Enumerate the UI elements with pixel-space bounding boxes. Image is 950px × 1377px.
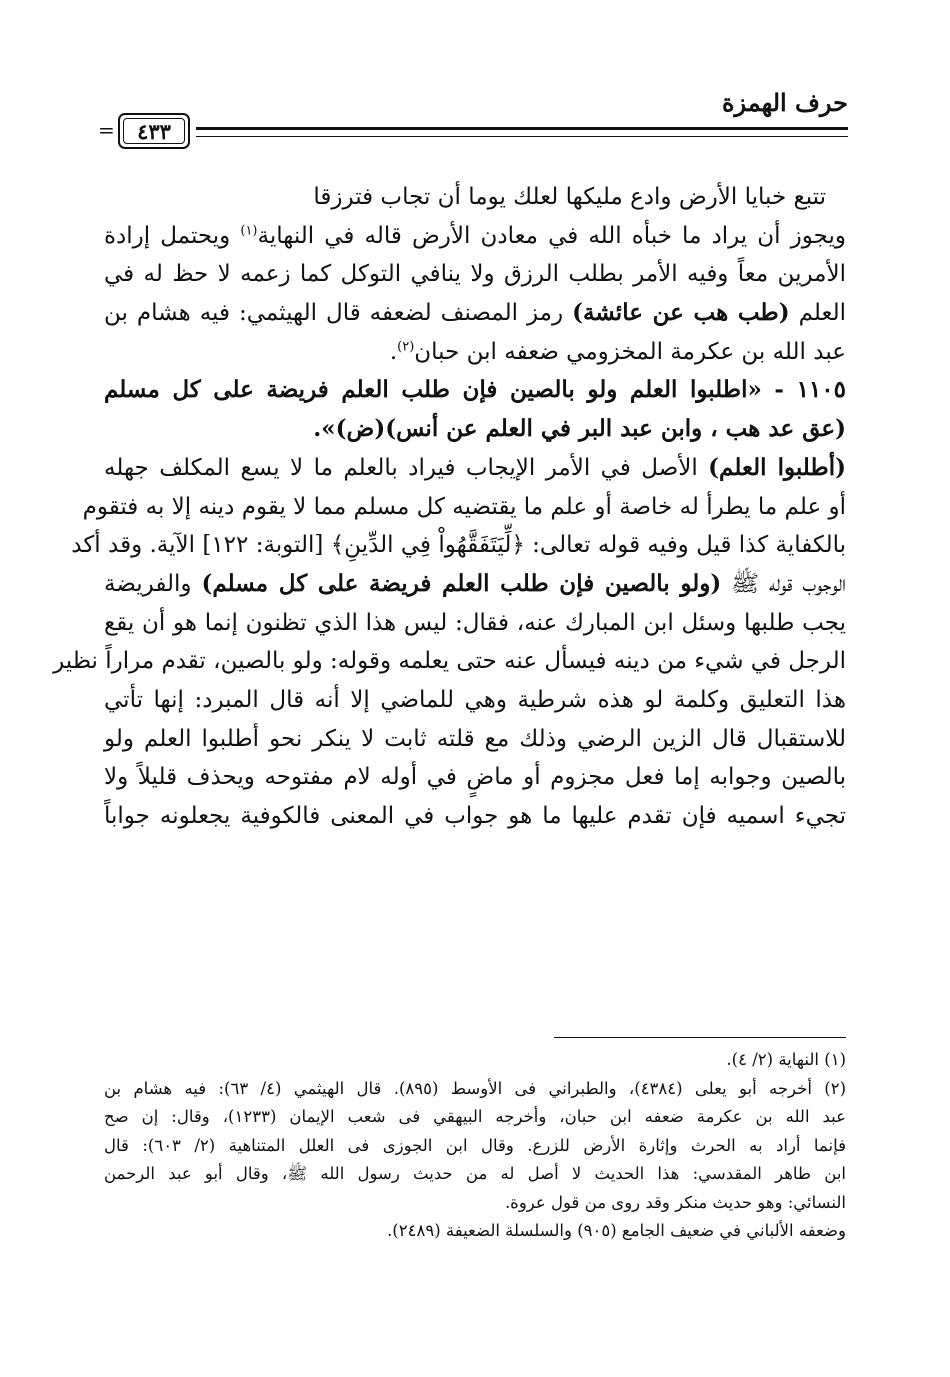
text-line: ويجوز أن يراد ما خبأه الله في معادن الأرض قاله في النهاية$^{(١)}$ ويحتمل إرادة: [104, 222, 846, 249]
footnote-line: وضعفه الألباني في ضعيف الجامع (٩٠٥) والسلسلة الضعيفة (٢٤٨٩).: [387, 1221, 846, 1240]
source-ref: (طب هب عن عائشة): [572, 299, 790, 327]
text-line: الأمرين معاً وفيه الأمر بطلب الرزق ولا ينافي التوكل كما زعمه لا حظ له في: [104, 261, 846, 288]
text-line: هذا التعليق وكلمة لو هذه شرطية وهي للماضي إلا أنه قال المبرد: إنها تأتي: [104, 686, 846, 713]
footnote-line: عبد الله بن عكرمة ضعفه ابن حبان، وأخرجه البيهقي فى شعب الإيمان (١٢٣٣)، وقال: إن صح: [104, 1107, 846, 1126]
footnote-line: (٢) أخرجه أبو يعلى (٤٣٨٤)، والطبراني فى الأوسط (٨٩٥). قال الهيثمي (٤/ ٦٣): فيه هشام بن: [104, 1078, 846, 1098]
page-number: ٤٣٣: [118, 113, 190, 149]
text-line: العلم (طب هب عن عائشة) رمز المصنف لضعفه قال الهيثمي: فيه هشام بن: [104, 299, 846, 327]
header-rule-thin: [196, 136, 848, 137]
text-line: الرجل في شيء من دينه فيسأل عنه حتى يعلمه وقوله: ولو بالصين، تقدم مراراً نظير: [53, 648, 846, 675]
footnote-ref: (١): [240, 223, 258, 239]
footnote-line: النسائي: وهو حديث منكر وقد روى من قول عروة.: [504, 1192, 846, 1212]
text-line: (أطلبوا العلم) الأصل في الأمر الإيجاب فيراد بالعلم ما لا يسع المكلف جهله: [104, 453, 846, 481]
verse-line: تتبع خبايا الأرض وادع مليكها لعلك يوما أن تجاب فترزقا: [313, 184, 826, 210]
text-line: الوجوب قوله ﷺ (ولو بالصين فإن طلب العلم فريضة على كل مسلم) والفريضة: [104, 569, 846, 597]
footnotes: [104, 1046, 846, 1246]
header-rule-thick: [196, 127, 848, 130]
quoted-term: (أطلبوا العلم): [708, 453, 846, 481]
footnote-line: (١) النهاية (٢/ ٤).: [726, 1050, 846, 1069]
text-line: أو علم ما يطرأ له خاصة أو علم ما يقتضيه كل مسلم مما لا يقوم دينه إلا به فتقوم: [82, 493, 846, 520]
main-text: [53, 178, 846, 836]
text-line: عبد الله بن عكرمة المخزومي ضعفه ابن حبان$^{(٢)}$.: [389, 338, 846, 365]
text-line: للاستقبال قال الزين الرضي وذلك مع قلته ثابت لا ينكر نحو أطلبوا العلم ولو: [104, 725, 846, 752]
quoted-term: (ولو بالصين فإن طلب العلم فريضة على كل مسلم): [201, 569, 722, 597]
footnote-line: ابن طاهر المقدسي: هذا الحديث لا أصل له من حديث رسول الله ﷺ، وقال أبو عبد الرحمن: [104, 1164, 846, 1183]
text-line: تجيء اسميه فإن تقدم عليها ما هو جواب في المعنى فالكوفية يجعلونه جواباً: [104, 803, 846, 829]
running-title: حرف الهمزة: [721, 88, 848, 117]
hadith-sources: (عق عد هب ، وابن عبد البر في العلم عن أنس)(ض)».: [313, 415, 846, 443]
text-line: بالكفاية كذا قيل وفيه قوله تعالى: ﴿لِّيَتَفَقَّهُواْ فِي الدِّينِ﴾ [التوبة: ١٢٢] الآية. وقد أكد: [71, 532, 846, 559]
footnote-separator: [554, 1037, 846, 1038]
text-line: بالصين وجوابه إما فعل مجزوم أو ماضٍ في أوله لام مفتوحه ويحذف قليلاً ولا: [104, 764, 846, 791]
footnote-line: فإنما أراد به الحرث وإثارة الأرض للزرع. وقال ابن الجوزى فى العلل المتناهية (٢/ ٦٠٣): قال: [104, 1135, 846, 1155]
text-line: يجب طلبها وسئل ابن المبارك عنه، فقال: ليس هذا الذي تظنون إنما هو أن يقع: [104, 609, 846, 636]
hadith-heading: ١١٠٥ - «اطلبوا العلم ولو بالصين فإن طلب العلم فريضة على كل مسلم: [104, 376, 846, 404]
header-mark: =: [98, 118, 115, 142]
footnote-ref: (٢): [397, 339, 415, 355]
